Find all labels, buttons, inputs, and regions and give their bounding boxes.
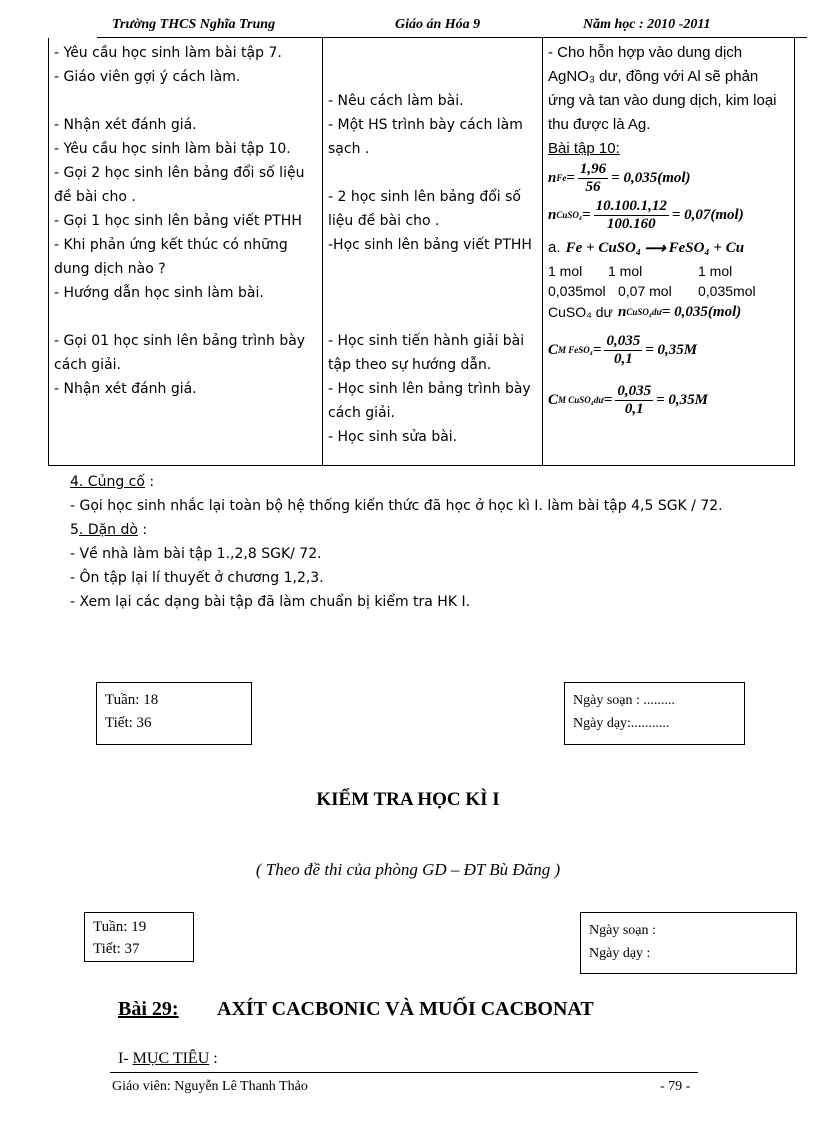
week-period-box-2 xyxy=(84,912,194,962)
lesson-activity-table xyxy=(48,38,795,466)
date-box xyxy=(564,682,745,745)
stoichiometry-row-1: 1 mol 1 mol 1 mol xyxy=(548,263,733,279)
header-subject: Giáo án Hóa 9 xyxy=(395,17,481,32)
exam-title: KIỂM TRA HỌC KÌ I xyxy=(316,789,500,810)
consolidation-heading: 4. Củng cố : xyxy=(70,474,155,490)
content-cell xyxy=(543,38,795,466)
prepared-date: Ngày soạn : ......... xyxy=(573,693,675,708)
exam-source-note: ( Theo đề thi của phòng GD – ĐT Bù Đăng ) xyxy=(255,860,561,879)
student-activity-text: - Nêu cách làm bài. - Một HS trình bày cách làm sạch . - 2 học sinh lên bảng đổi số liệu đề bài cho . -Học sinh lên bảng viết PTHH - Học sinh tiến hành giải bài tập theo sự hướng dẫn. - Học sinh lên bảng trình bày cách giải. - Học sinh sửa bài. xyxy=(328,93,532,445)
teacher-activity-text: - Yêu cầu học sinh làm bài tập 7. - Giáo viên gợi ý cách làm. - Nhận xét đánh giá. - Yêu cầu học sinh làm bài tập 10. - Gọi 2 học sinh lên bảng đổi số liệu đề bài cho . - Gọi 1 học sinh lên bảng viết PTHH - Khi phản ứng kết thúc có những dung dịch nào ? - Hướng dẫn học sinh làm bài. - Gọi 01 học sinh lên bảng trình bày cách giải. - Nhận xét đánh giá. xyxy=(54,45,306,397)
stoichiometry-row-2: 0,035mol 0,07 mol 0,035mol xyxy=(548,283,756,299)
date-box-2 xyxy=(580,912,797,974)
excess-cuso4-line: CuSO₄ dư n CuSO₄dư = 0,035(mol) xyxy=(548,303,742,320)
period-label: Tiết: 36 xyxy=(105,715,152,731)
week-label: Tuần: 18 xyxy=(105,692,159,708)
prepared-date: Ngày soạn : xyxy=(589,923,656,938)
teaching-date: Ngày dạy : xyxy=(589,946,651,961)
period-label: Tiết: 37 xyxy=(93,941,140,957)
consolidation-text: - Gọi học sinh nhắc lại toàn bộ hệ thống kiến thức đã học ở học kì I. làm bài tập 4,5 SGK / 72. xyxy=(70,498,723,514)
page-number: - 79 - xyxy=(660,1079,691,1094)
objectives-heading: I- MỤC TIÊU : xyxy=(118,1050,218,1067)
homework-heading: 5. Dặn dò : xyxy=(70,522,148,538)
teacher-activity-cell xyxy=(49,38,323,466)
equation-n-fe: n Fe = $\frac{1,96}{56}$ = 0,035(mol) xyxy=(548,160,691,195)
footer-teacher: Giáo viên: Nguyễn Lê Thanh Thảo xyxy=(112,1079,308,1094)
week-period-box xyxy=(96,682,252,745)
week-label: Tuần: 19 xyxy=(93,919,147,935)
equation-n-cuso4: n CuSO₄ = $\frac{10.100.1,12}{100.160}$ = 0,07(mol) xyxy=(548,197,744,232)
concentration-cuso4-excess: C M CuSO₄dư = $\frac{0,035}{0,1}$ = 0,35M xyxy=(548,382,709,417)
consolidation-section xyxy=(70,470,723,614)
teaching-date: Ngày dạy:........... xyxy=(573,716,670,731)
homework-item: - Xem lại các dạng bài tập đã làm chuẩn bị kiểm tra HK I. xyxy=(70,594,471,610)
exercise7-answer: - Cho hỗn hợp vào dung dịch AgNO₃ dư, đồng với Al sẽ phản ứng và tan vào dung dịch, kim loại thu được là Ag. xyxy=(548,44,777,133)
footer-rule xyxy=(110,1072,698,1073)
student-activity-cell xyxy=(323,38,543,466)
lesson-title: AXÍT CACBONIC VÀ MUỐI CACBONAT xyxy=(217,998,594,1020)
reaction-equation: a. Fe + CuSO₄ ⟶ FeSO₄ + Cu xyxy=(548,239,745,257)
concentration-feso4: C M FeSO₄ = $\frac{0,035}{0,1}$ = 0,35M xyxy=(548,332,698,367)
homework-item: - Về nhà làm bài tập 1.,2,8 SGK/ 72. xyxy=(70,546,322,562)
exercise10-heading: Bài tập 10: xyxy=(548,140,620,157)
lesson-number: Bài 29: xyxy=(118,998,179,1020)
header-year: Năm học : 2010 -2011 xyxy=(583,17,711,32)
homework-item: - Ôn tập lại lí thuyết ở chương 1,2,3. xyxy=(70,570,324,586)
header-school: Trường THCS Nghĩa Trung xyxy=(112,17,276,32)
